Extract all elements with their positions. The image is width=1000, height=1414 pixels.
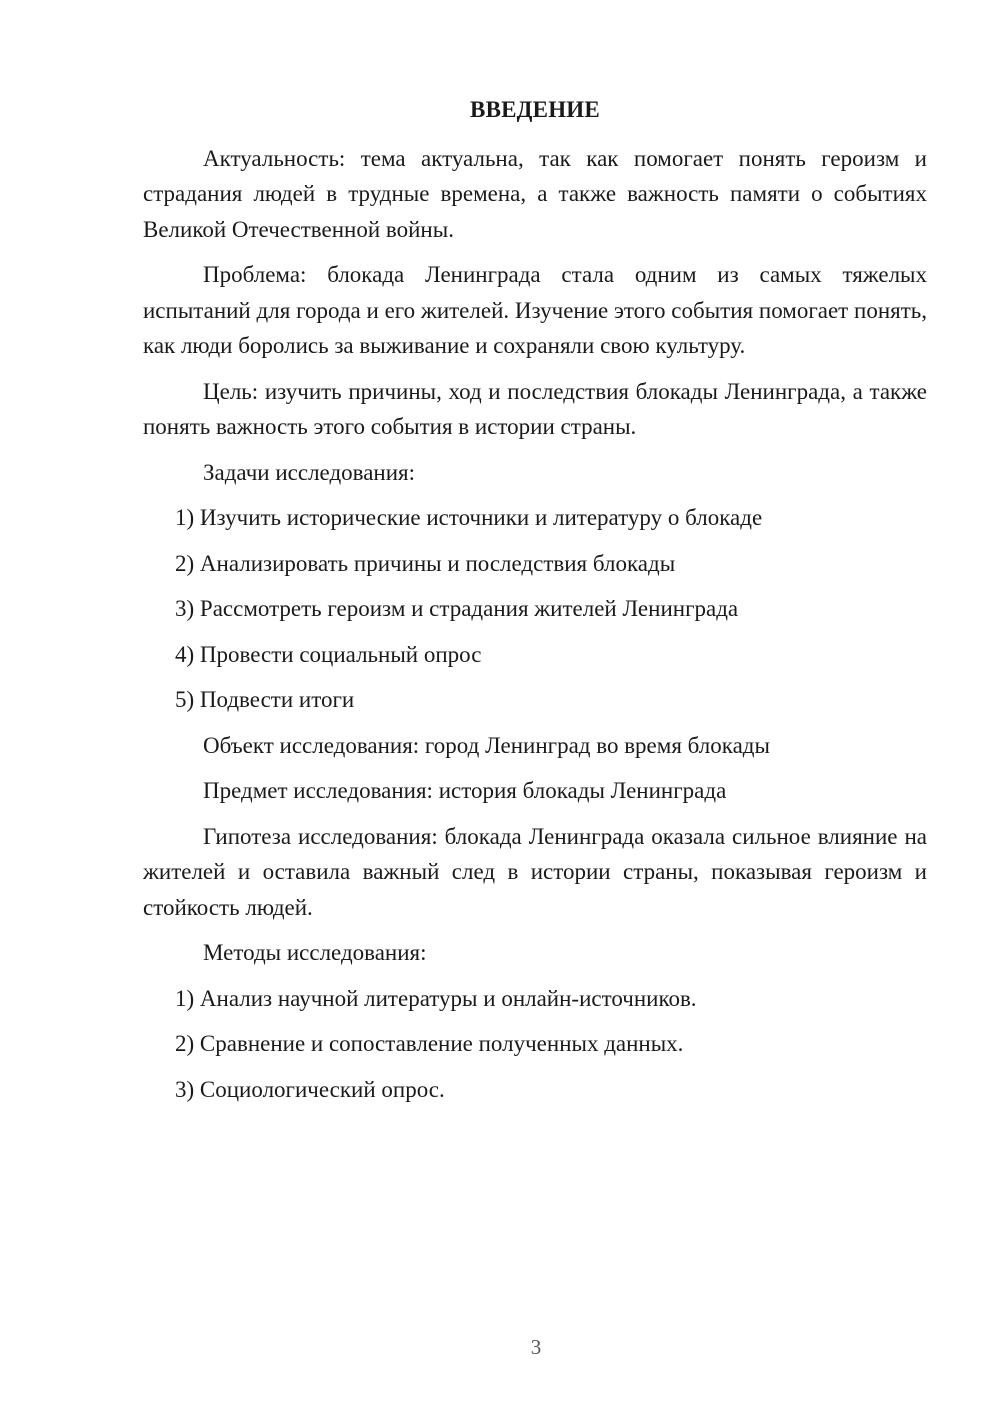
methods-heading: Методы исследования: (203, 940, 427, 965)
subject-line: Предмет исследования: история блокады Ленинграда (203, 778, 727, 803)
methods-list (143, 981, 927, 1108)
list-item: 3) Социологический опрос. (175, 1076, 445, 1102)
list-item: 2) Сравнение и сопоставление полученных данных. (175, 1031, 684, 1056)
list-item: 1) Анализ научной литературы и онлайн-источников. (175, 985, 697, 1011)
list-item: 1) Изучить исторические источники и литературу о блокаде (175, 505, 763, 530)
goal-paragraph: Цель: изучить причины, ход и последствия блокады Ленинграда, а также понять важность этого события в истории страны. (143, 378, 927, 439)
page-number: 3 (530, 1335, 542, 1359)
hypothesis-paragraph: Гипотеза исследования: блокада Ленинграда оказала сильное влияние на жителей и оставила важный след в истории страны, показывая героизм и стойкость людей. (143, 823, 927, 920)
tasks-heading: Задачи исследования: (203, 459, 416, 485)
section-title: ВВЕДЕНИЕ (470, 97, 600, 122)
page-content (143, 92, 927, 1117)
tasks-list (143, 500, 927, 718)
relevance-paragraph: Актуальность: тема актуальна, так как помогает понять героизм и страдания людей в трудные времена, а также важность памяти о событиях Великой Отечественной войны. (143, 145, 927, 242)
object-line: Объект исследования: город Ленинград во время блокады (203, 732, 770, 758)
list-item: 2) Анализировать причины и последствия блокады (175, 550, 676, 576)
list-item: 4) Провести социальный опрос (175, 641, 482, 667)
list-item: 5) Подвести итоги (175, 687, 355, 712)
list-item: 3) Рассмотреть героизм и страдания жителей Ленинграда (175, 596, 739, 621)
problem-paragraph: Проблема: блокада Ленинграда стала одним из самых тяжелых испытаний для города и его жителей. Изучение этого события помогает понять, как люди боролись за выживание и сохраняли свою культуру. (143, 262, 927, 358)
